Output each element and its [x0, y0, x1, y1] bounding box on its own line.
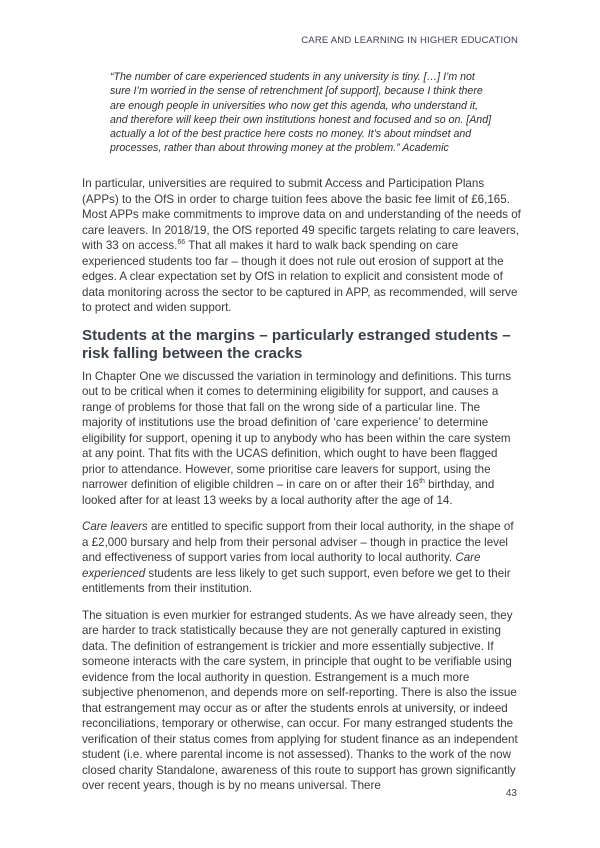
page-number: 43: [505, 788, 517, 799]
section-heading: Students at the margins – particularly estranged students – risk falling between the cracks: [82, 326, 511, 362]
footnote-ref[interactable]: 66: [177, 239, 186, 247]
paragraph-app-commitments: In particular, universities are required to submit Access and Participation Plans (APPs) to the OfS in order to charge tuition fees above the basic fee limit of £6,165. Most APPs make commitments to improve data on and understanding of the needs of care leavers. In 2018/19, the OfS reported 49 specific targets relating to care leavers, with 33 on access.$^{66}$ That all makes it hard to walk back spending on care experienced students too far – though it does not rule out erosion of support at the edges. A clear expectation set by OfS in relation to explicit and consistent mode of data monitoring across the sector to be captured in APP, as recommended, will serve to protect and widen support.: [82, 177, 521, 314]
paragraph-definitions: In Chapter One we discussed the variation in terminology and definitions. This turns out to be critical when it comes to determining eligibility for support, and causes a range of problems for those that fall on the wrong side of a particular line. The majority of institutions use the broad definition of ‘care experience’ to determine eligibility for support, opening it up to anybody who has been within the care system at any point. That fits with the UCAS definition, which ought to have been flagged prior to attendance. However, some prioritise care leavers for support, using the narrower definition of eligible children – in care on or after their 16th birthday, and looked after for at least 13 weeks by a local authority after the age of 14.: [82, 369, 511, 507]
body-content: [82, 176, 522, 805]
paragraph-care-leavers: Care leavers are entitled to specific support from their local authority, in the shape of a £2,000 bursary and help from their personal adviser – though in practice the level and effectiveness of support varies from local authority to local authority. Care experienced students are less likely to get such support, even before we get to their entitlements from their institution.: [82, 520, 514, 595]
running-header: CARE AND LEARNING IN HIGHER EDUCATION: [301, 35, 518, 46]
paragraph-estranged-students: The situation is even murkier for estranged students. As we have already seen, they are harder to track statistically because they are not generally captured in existing data. The definition of estrangement is trickier and more essentially subjective. If someone interacts with the care system, in principle that ought to be verifiable using evidence from the local authority in question. Estrangement is a much more subjective phenomenon, and depends more on self-reporting. There is also the issue that estrangement may occur as or after the students enrols at university, or indeed reconciliations, temporary or otherwise, can occur. For many estranged students the verification of their status comes from applying for student finance as an independent student (i.e. where parental income is not assessed). Thanks to the work of the now closed charity Standalone, awareness of this route to support has grown significantly over recent years, though is by no means universal. There: [82, 608, 518, 792]
pull-quote: “The number of care experienced students in any university is tiny. […] I’m not sure I’m worried in the sense of retrenchment [of support], because I think there are enough people in universities who now get this agenda, who understand it, and therefore will keep their own institutions honest and focused and so on. [And] actually a lot of the best practice here costs no money. It’s about mindset and processes, rather than about throwing money at the problem.” Academic: [110, 71, 492, 155]
